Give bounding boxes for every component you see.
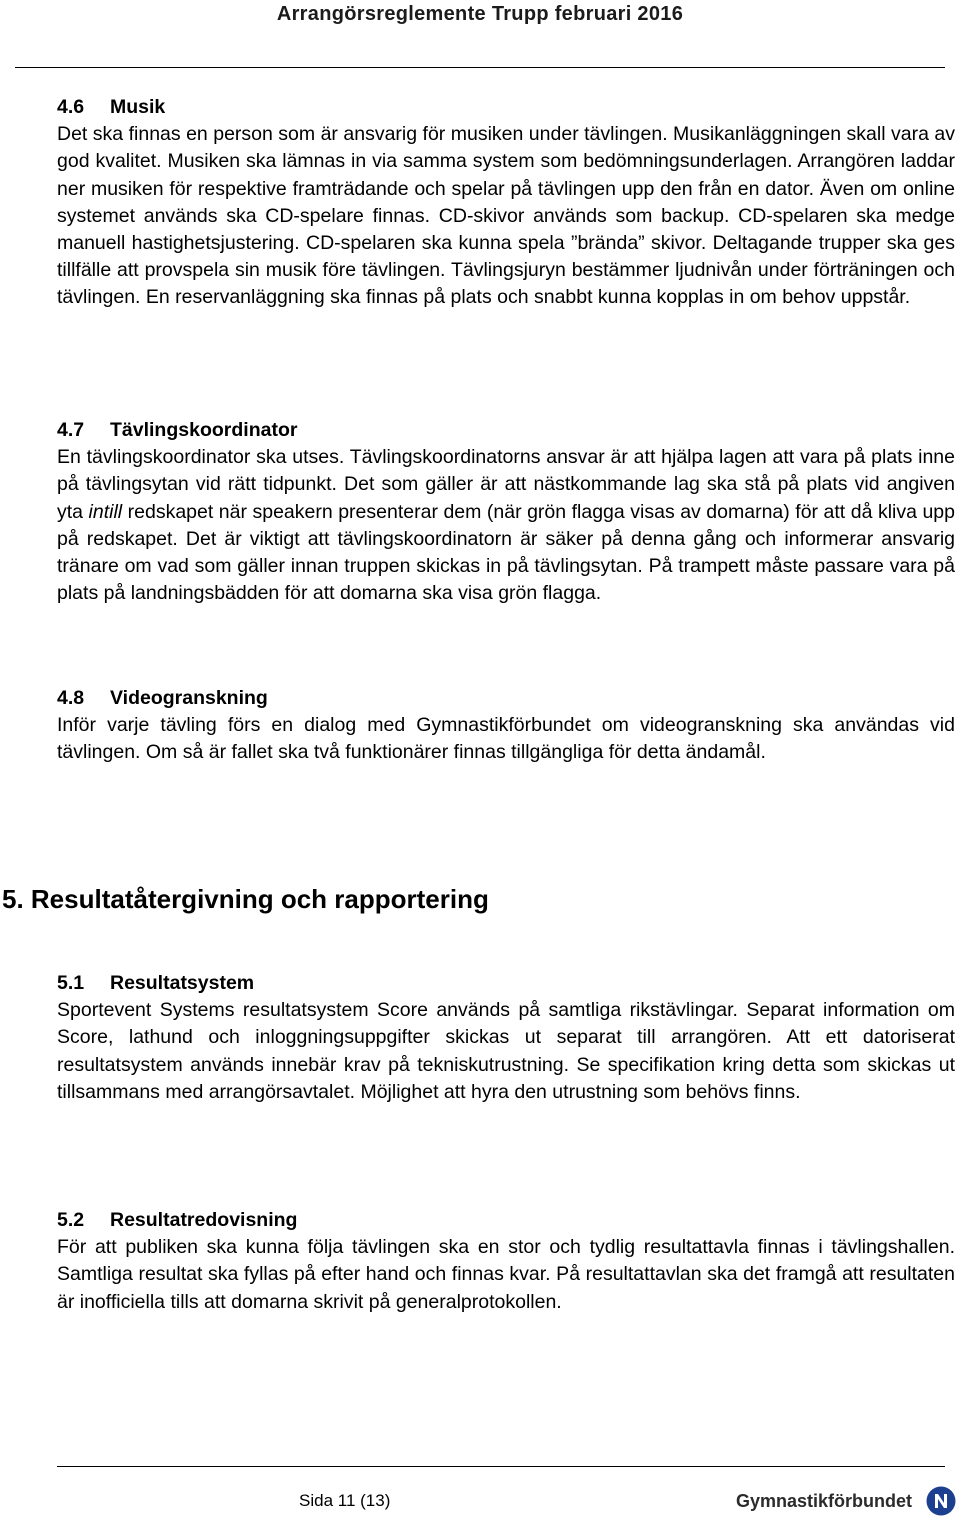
document-header-title: Arrangörsreglemente Trupp februari 2016	[276, 3, 684, 25]
section-number: 5.1	[57, 972, 85, 994]
section-title: Resultatsystem	[110, 972, 255, 994]
section-title: Tävlingskoordinator	[110, 419, 298, 441]
section-number: 5.2	[57, 1209, 85, 1231]
section-title: Musik	[110, 96, 166, 118]
section-heading	[57, 685, 955, 712]
section-body: Inför varje tävling förs en dialog med Gymnastikförbundet om videogranskning ska användas vid tävlingen. Om så är fallet ska två funktionärer finnas tillgängliga för detta ändamål.	[57, 714, 955, 764]
section-5-2	[57, 1207, 955, 1316]
section-number: 4.8	[57, 687, 85, 709]
section-title: Videogranskning	[110, 687, 268, 709]
section-4-7	[57, 417, 955, 607]
gymnastikforbundet-logo	[736, 1486, 958, 1520]
section-heading	[57, 1207, 955, 1234]
chapter-heading: 5. Resultatåtergivning och rapportering	[2, 884, 489, 914]
page-number: Sida 11 (13)	[299, 1491, 391, 1510]
section-body: Det ska finnas en person som är ansvarig för musiken under tävlingen. Musikanläggningen skall vara av god kvalitet. Musiken ska lämnas in via samma system som bedömningsunderlagen. Arrangören laddar ner musiken för respektive framträdande och spelar på tävlingen upp den från en dator. Även om online systemet används ska CD-spelare finnas. CD-skivor används som backup. CD-spelaren ska medge manuell hastighetsjustering. CD-spelaren ska kunna spela ”brända” skivor. Deltagande trupper ska ges tillfälle att provspela sin musik före tävlingen. Tävlingsjuryn bestämmer ljudnivån under förträningen och tävlingen. En reservanläggning ska finnas på plats och snabbt kunna kopplas in om behov uppstår.	[57, 123, 955, 309]
body-text-part: En tävlingskoordinator ska utses. Tävlingskoordinatorns ansvar är att hjälpa lagen att vara på plats inne på tävlingsytan vid rätt tidpunkt. Det som gäller är att nästkommande lag ska stå på plats vid angiven yta	[57, 446, 955, 523]
header-divider	[15, 67, 945, 68]
section-heading	[57, 94, 955, 121]
section-heading	[57, 417, 955, 444]
section-body	[57, 444, 955, 607]
section-number: 4.6	[57, 96, 85, 118]
section-number: 4.7	[57, 419, 85, 441]
section-title: Resultatredovisning	[110, 1209, 298, 1231]
section-4-8	[57, 685, 955, 767]
section-body: Sportevent Systems resultatsystem Score används på samtliga rikstävlingar. Separat information om Score, lathund och inloggningsuppgifter skickas ut separat till arrangören. Att ett datoriserat resultatsystem används innebär krav på tekniskutrustning. Se specifikation kring detta som skickas ut tillsammans med arrangörsavtalet. Möjlighet att hyra den utrustning som behövs finns.	[57, 999, 955, 1103]
section-body: För att publiken ska kunna följa tävlingen ska en stor och tydlig resultattavla finnas i tävlingshallen. Samtliga resultat ska fyllas på efter hand och finnas kvar. På resultattavlan ska det framgå att resultaten är inofficiella tills att domarna skrivit på generalprotokollen.	[57, 1236, 955, 1313]
logo-mark-icon	[926, 1486, 956, 1516]
footer-divider	[57, 1466, 945, 1467]
emphasis-text: intill	[88, 500, 123, 523]
section-5-1	[57, 970, 955, 1106]
section-4-6	[57, 94, 955, 312]
logo-text: Gymnastikförbundet	[736, 1491, 913, 1511]
body-text-part: redskapet när speakern presenterar dem (när grön flagga visas av domarna) för att då kliva upp på redskapet. Det är viktigt att tävlingskoordinatorn är säker på denna gång och informerar ansvarig tränare om vad som gäller innan truppen skickas in på tävlingsytan. På trampett måste passare vara på plats på landningsbädden för att domarna ska visa grön flagga.	[57, 500, 955, 605]
section-heading	[57, 970, 955, 997]
